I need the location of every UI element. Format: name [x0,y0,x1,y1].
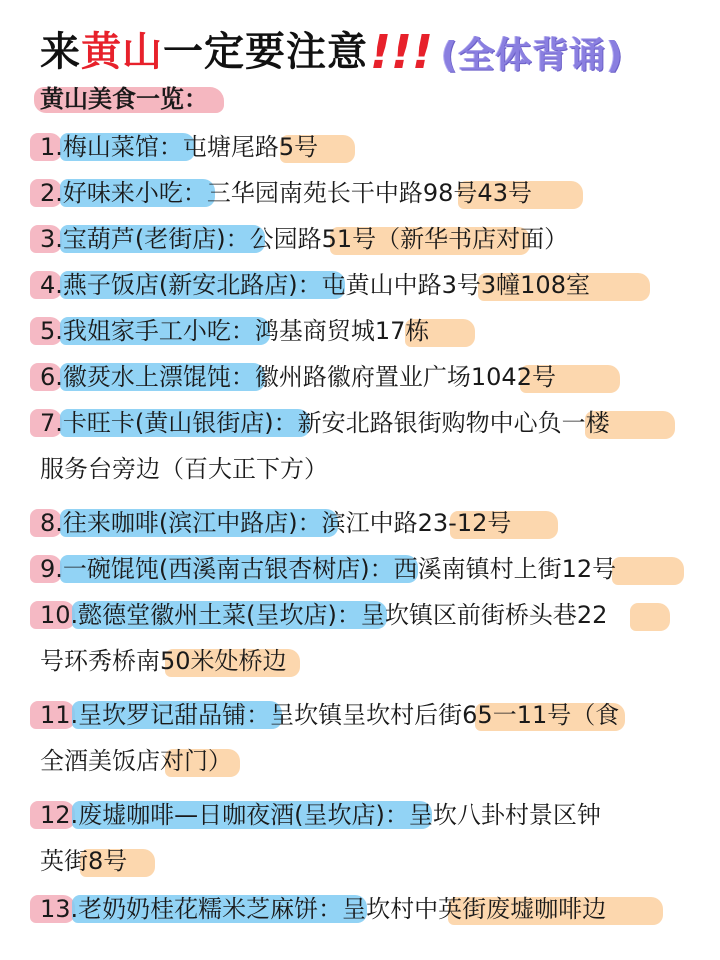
entry-line: 2.好味来小吃：三华园南苑长干中路98号43号 [40,179,532,207]
list-item [40,692,690,784]
title-part-2: 黄山 [81,29,163,75]
entry-line: 10.懿德堂徽州土菜(呈坎店)：呈坎镇区前街桥头巷22 [40,601,608,629]
list-item [40,400,690,492]
list-item [40,262,690,308]
entry-line: 英街8号 [40,847,128,875]
entry-line: 8.往来咖啡(滨江中路店)：滨江中路23-12号 [40,509,512,537]
list-item [40,546,690,592]
list-item [40,592,690,684]
section-subtitle: 黄山美食一览： [40,85,208,113]
page-title [40,22,624,82]
list-item [40,308,690,354]
entry-line: 5.我姐家手工小吃：鸿基商贸城17栋 [40,317,430,345]
list-item [40,792,690,884]
entry-line: 全酒美饭店对门） [40,747,232,775]
entry-line: 服务台旁边（百大正下方） [40,455,328,483]
list-item [40,216,690,262]
entry-line: 9.一碗馄饨(西溪南古银杏树店)：西溪南镇村上街12号 [40,555,617,583]
entry-line: 6.徽烎水上漂馄饨：徽州路徽府置业广场1042号 [40,363,556,391]
entry-line: 1.梅山菜馆：屯塘尾路5号 [40,133,319,161]
list-item [40,170,690,216]
entry-line: 12.废墟咖啡—日咖夜酒(呈坎店)：呈坎八卦村景区钟 [40,801,601,829]
entry-line: 3.宝葫芦(老街店)：公园路51号（新华书店对面） [40,225,569,253]
title-part-3: 一定要注意 [163,29,368,75]
title-parenthetical: (全体背诵) [440,34,624,76]
title-part-1: 来 [40,29,81,75]
entry-line: 13.老奶奶桂花糯米芝麻饼：呈坎村中英街废墟咖啡边 [40,895,607,923]
entry-line: 11.呈坎罗记甜品铺：呈坎镇呈坎村后街65一11号（食 [40,701,620,729]
list-item [40,886,690,932]
entry-line: 7.卡旺卡(黄山银街店)：新安北路银街购物中心负一楼 [40,409,610,437]
list-item [40,124,690,170]
title-exclamation: !!! [370,25,433,79]
list-item [40,500,690,546]
entry-line: 号环秀桥南50米处桥边 [40,647,287,675]
entry-line: 4.燕子饭店(新安北路店)：屯黄山中路3号3幢108室 [40,271,590,299]
list-item [40,354,690,400]
